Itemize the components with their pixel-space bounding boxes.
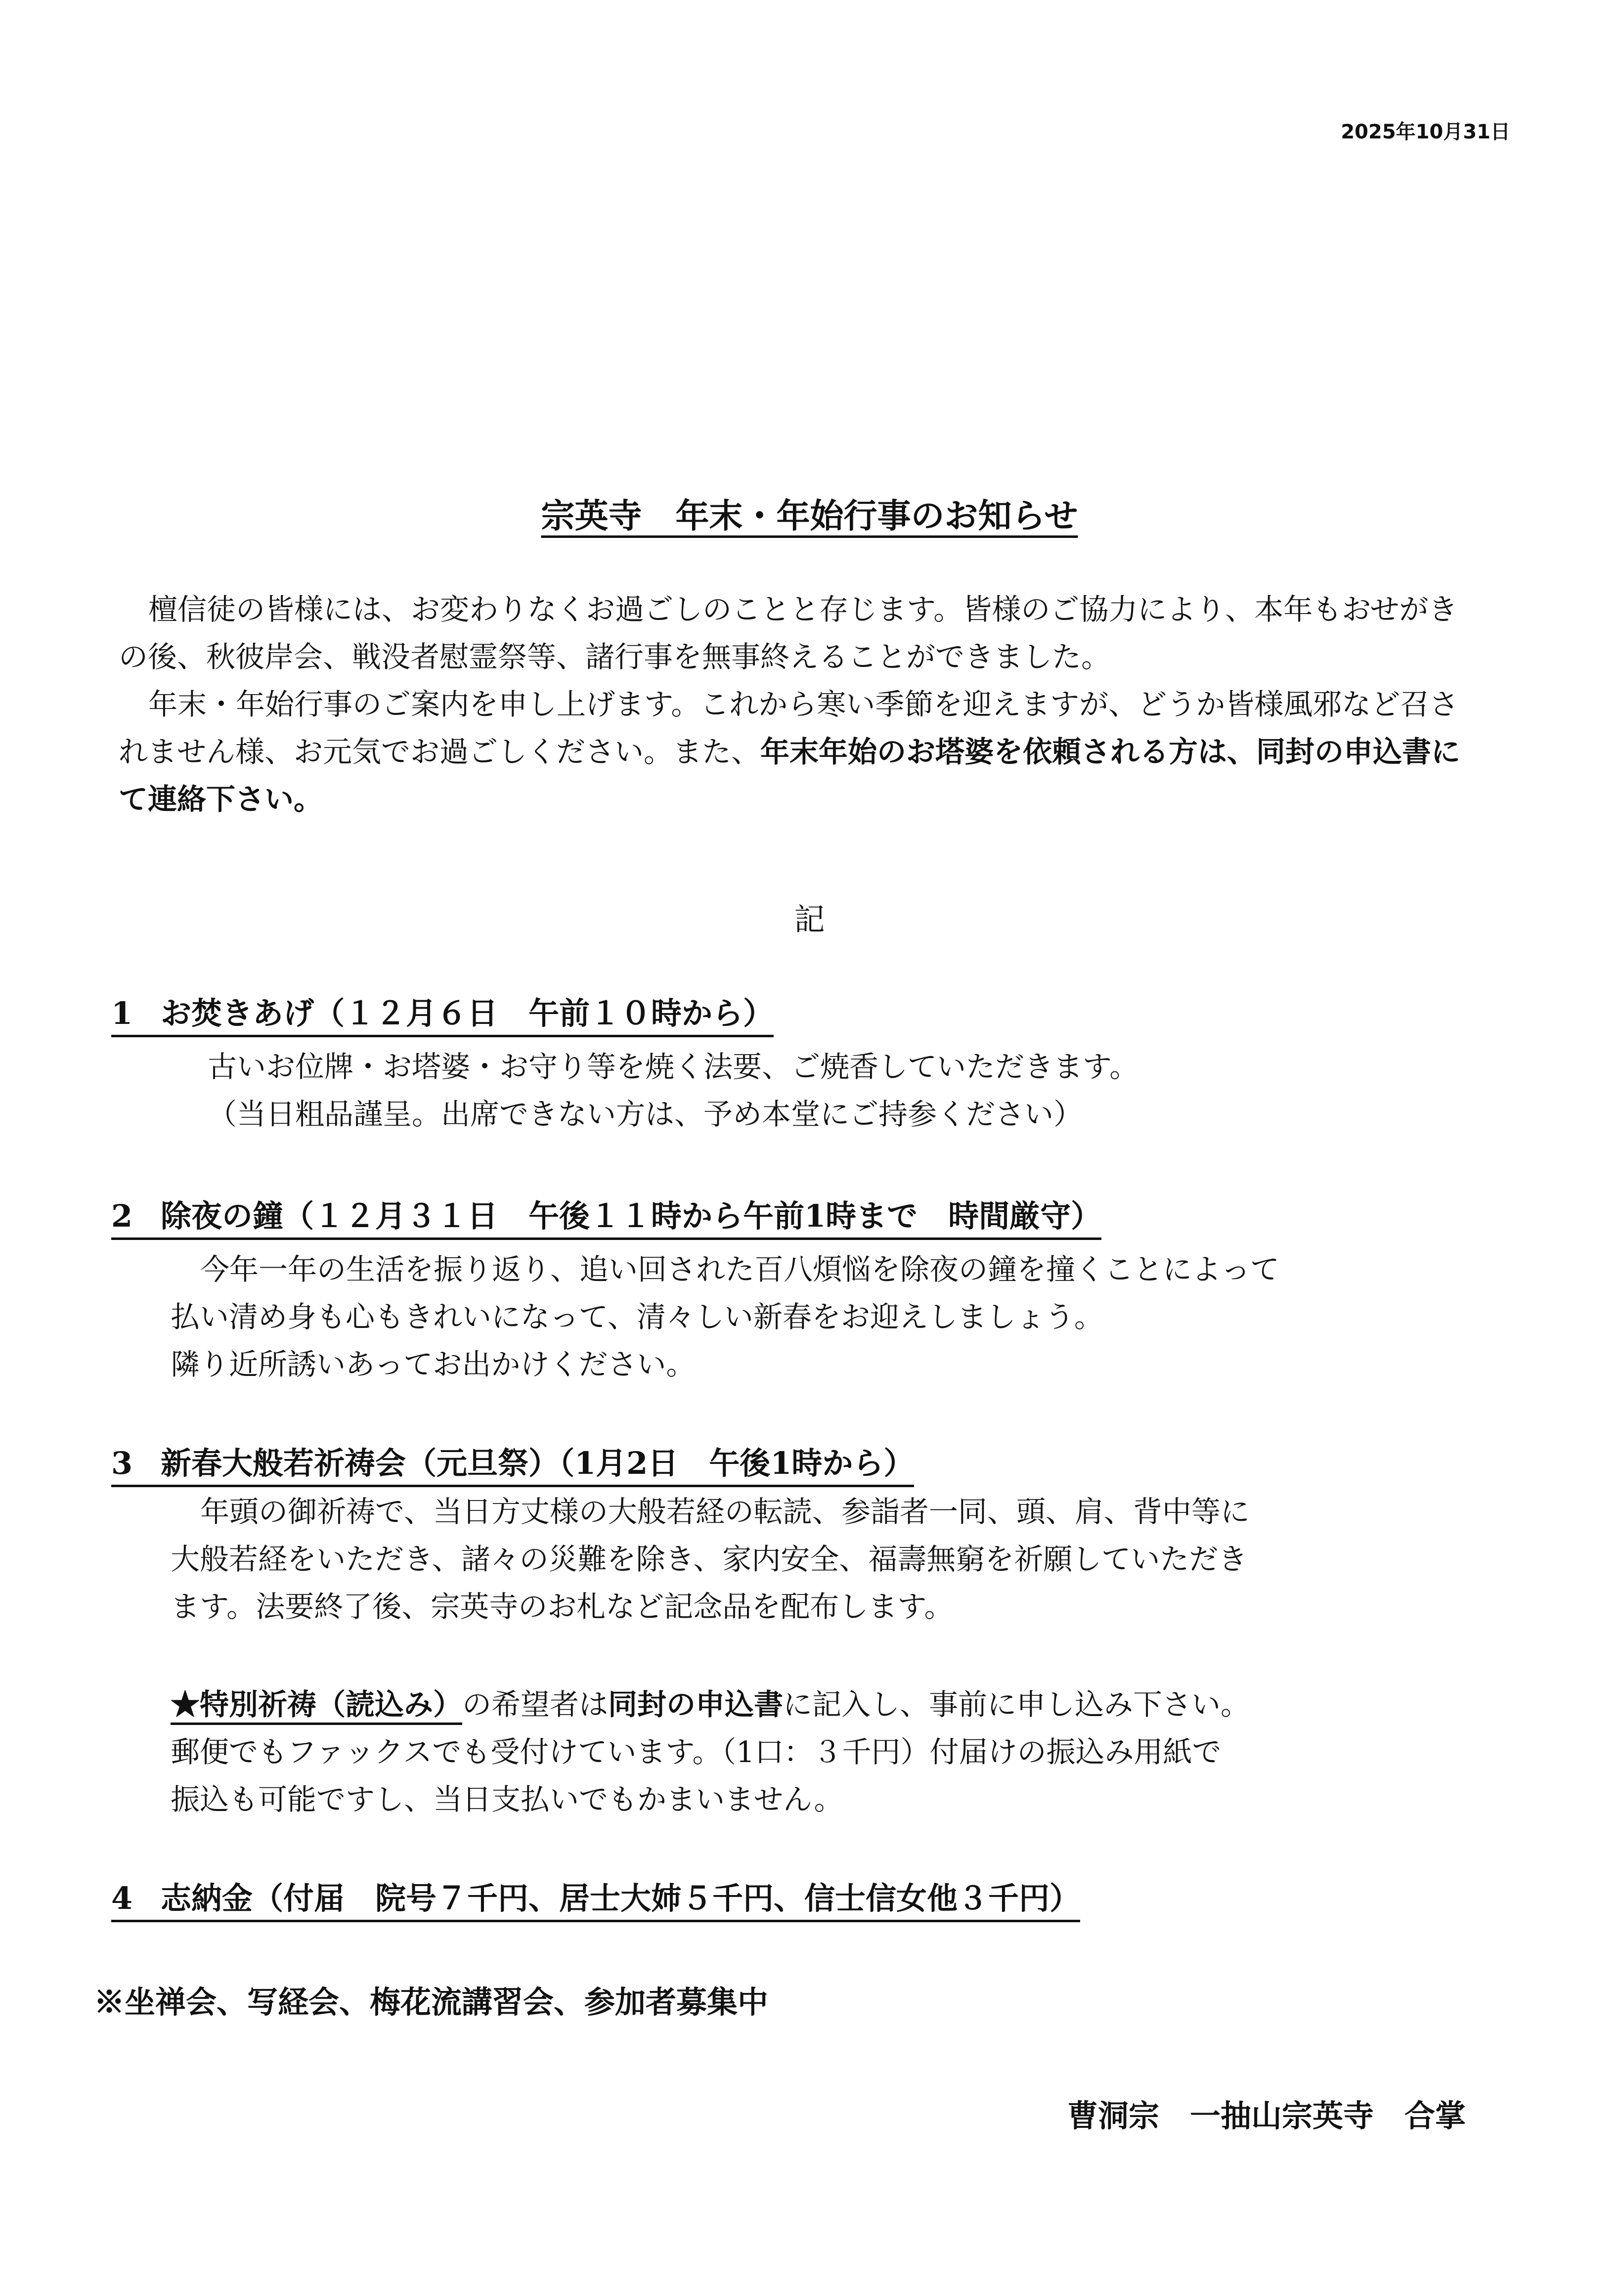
item-1-line: 古いお位牌・お塔婆・お守り等を焼く法要、ご焼香していただきます。 [208,1050,1139,1084]
intro-paragraph-2 [119,681,1463,823]
special-prayer-form: 同封の申込書 [608,1687,784,1722]
intro-paragraph-1: 檀信徒の皆様には、お変わりなくお過ごしのことと存じます。皆様のご協力により、本年もおせがきの後、秋彼岸会、戦没者慰霊祭等、諸行事を無事終えることができました。 [119,592,1458,674]
recruitment-note: ※坐禅会、写経会、梅花流講習会、参加者募集中 [94,1984,769,2020]
item-2-line: 今年一年の生活を振り返り、追い回された百八煩悩を除夜の鐘を撞くことによって [200,1252,1280,1286]
item-1-heading [111,989,774,1037]
item-1-body [208,1043,1138,1138]
item-2-number: 2 [111,1198,133,1234]
intro-section [119,586,1463,823]
special-prayer-first-line [171,1681,1250,1728]
document-title [0,489,1619,537]
special-prayer-label: ★特別祈祷（読込み） [171,1687,462,1725]
item-1-number: 1 [111,995,133,1031]
document-date: 2025年10月31日 [1341,121,1510,143]
item-2-title: 除夜の鐘（１２月３１日 午後１１時から午前1時まで 時間厳守） [161,1198,1102,1234]
special-prayer-section [171,1681,1250,1823]
item-3-number: 3 [111,1445,133,1481]
item-3-line: 大般若経をいただき、諸々の災難を除き、家内安全、福壽無窮を祈願していただき [171,1542,1248,1576]
special-prayer-line: 郵便でもファックスでも受付けています。（1口：３千円）付届けの振込み用紙で [171,1735,1222,1769]
item-2-line: 隣り近所誘いあってお出かけください。 [171,1347,696,1381]
item-2-heading [111,1192,1101,1240]
item-3-heading [111,1439,914,1487]
item-4-number: 4 [111,1880,133,1916]
special-prayer-line: 振込も可能ですし、当日支払いでもかまいません。 [171,1782,843,1816]
item-4-heading [111,1874,1080,1922]
item-2-line: 払い清め身も心もきれいになって、清々しい新春をお迎えしましょう。 [171,1300,1103,1334]
signature: 曹洞宗 一抽山宗英寺 合掌 [1067,2098,1466,2134]
item-3-title: 新春大般若祈祷会（元旦祭）（1月2日 午後1時から） [161,1445,915,1481]
item-2-body [171,1246,1279,1388]
special-prayer-text: に記入し、事前に申し込み下さい。 [783,1687,1250,1722]
item-1-title: お焚きあげ（１２月６日 午前１０時から） [161,995,774,1031]
item-1-line: （当日粗品謹呈。出席できない方は、予め本堂にご持参ください） [208,1097,1083,1131]
intro-paragraph-2-emphasis: 年末年始のお塔婆を依頼される方は、同封の申込書にて連絡下さい。 [119,735,1461,816]
item-3-line: ます。法要終了後、宗英寺のお札など記念品を配布します。 [171,1590,954,1624]
item-4-title: 志納金（付届 院号７千円、居士大姉５千円、信士信女他３千円） [161,1880,1081,1916]
item-3-body [171,1488,1250,1631]
intro-paragraph-2-text: 年末・年始行事のご案内を申し上げます。これから寒い季節を迎えますが、どうか皆様風邪など召されません様、お元気でお過ごしください。また、 [119,687,1459,769]
item-3-line: 年頭の御祈祷で、当日方丈様の大般若経の転読、参詣者一同、頭、肩、背中等に [200,1495,1250,1529]
special-prayer-text: の希望者は [462,1687,609,1722]
ki-marker: 記 [794,901,825,937]
title-text: 宗英寺 年末・年始行事のお知らせ [541,496,1078,536]
